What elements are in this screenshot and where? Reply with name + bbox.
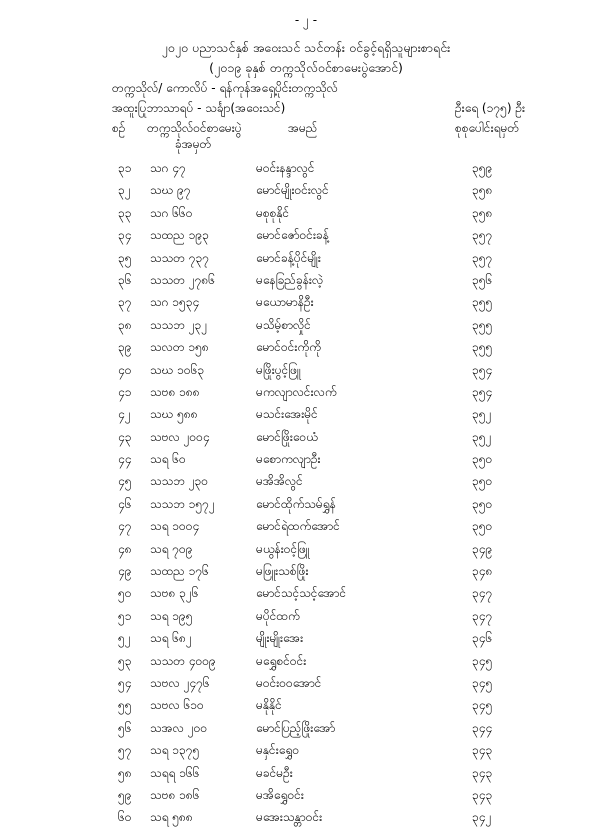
- row-number: ၅၂: [118, 631, 131, 646]
- table-row: [0, 182, 612, 204]
- roll-number: သဂ ၁၅၃၄: [150, 295, 200, 310]
- roll-number: သဃ ၉၇: [150, 183, 191, 198]
- roll-number: သဗ၈ ၃၂၆: [150, 586, 199, 601]
- total-marks: ၃၄၃: [472, 743, 493, 758]
- table-row: [0, 205, 612, 227]
- row-number: ၅၆: [118, 720, 132, 735]
- table-row: [0, 272, 612, 294]
- total-marks: ၃၄၃: [472, 787, 493, 802]
- roll-number: သထည ၁၉၃: [150, 228, 209, 243]
- roll-number: သသဘ ၁၅၇၂: [150, 496, 215, 511]
- student-name: မဝင်း၀၀အောင်: [256, 675, 322, 690]
- table-row: [0, 653, 612, 675]
- roll-number: သဗလ ၆၁၀: [150, 698, 204, 713]
- row-number: ၄၆: [118, 496, 132, 511]
- roll-number: သရ ၁၃၇၅: [150, 743, 200, 758]
- roll-number: သဗ၈ ၁၈၈: [150, 384, 200, 399]
- row-number: ၅၀: [118, 586, 132, 601]
- roll-number: သရရ ၁၆၆: [150, 765, 200, 780]
- roll-number: သသတ ၄၀၀၉: [150, 653, 216, 668]
- table-row: [0, 294, 612, 316]
- total-marks: ၃၅၇: [472, 250, 493, 265]
- document-subtitle: (၂၀၁၉ ခုနှစ် တက္ကသိုလ်ဝင်စာမေးပွဲအောင်): [209, 60, 403, 75]
- row-number: ၃၅: [118, 250, 132, 265]
- table-row: [0, 787, 612, 809]
- total-marks: ၃၅၅: [472, 340, 493, 355]
- table-row: [0, 250, 612, 272]
- row-number: ၃၆: [118, 272, 132, 287]
- roll-number: သဃ ၁၀၆၃: [150, 362, 205, 377]
- row-number: ၅၈: [118, 765, 132, 780]
- roll-number: သဗလ ၂၀၀၄: [150, 429, 210, 444]
- page-number: - ၂ -: [294, 13, 318, 27]
- roll-number: သသတ ၂၇၈၆: [150, 272, 215, 287]
- student-name: မဖြူးသစ်ဖြိုး: [256, 564, 309, 579]
- table-row: [0, 227, 612, 249]
- table-row: [0, 496, 612, 518]
- column-header-roll: တက္ကသိုလ်ဝင်စာမေးပွဲ: [147, 121, 242, 135]
- row-number: ၅၇: [118, 743, 132, 758]
- row-number: ၃၄: [118, 228, 132, 243]
- student-name: မယောမာနိဦး: [256, 295, 314, 310]
- row-number: ၃၂: [118, 183, 131, 198]
- table-row: [0, 697, 612, 719]
- row-number: ၅၅: [118, 698, 132, 713]
- student-name: မစုစုနိုင်: [256, 205, 290, 220]
- table-row: [0, 429, 612, 451]
- student-name: မပိုင်ထက်: [256, 608, 300, 623]
- student-name: မောင်ခန့်ပိုင်မျိုး: [256, 250, 321, 265]
- column-header-name: အမည်: [288, 121, 318, 135]
- table-row: [0, 384, 612, 406]
- table-row: [0, 160, 612, 182]
- student-name: မောင်သင့်သင့်အောင်: [256, 586, 347, 601]
- roll-number: သသဘ ၂၃၀: [150, 474, 208, 489]
- student-name: မရွှေစင်ဝင်း: [256, 653, 307, 668]
- student-name: မဖြိုးပွင့်ဖြူ: [256, 362, 301, 377]
- row-number: ၄၃: [118, 429, 132, 444]
- student-name: မောင်ပြည့်ဖြိုးအော်: [256, 720, 336, 735]
- table-row: [0, 406, 612, 428]
- row-number: ၄၈: [118, 541, 132, 556]
- column-header-marks: စုစုပေါင်းရမှတ်: [455, 121, 520, 135]
- total-marks: ၃၅၈: [472, 205, 493, 220]
- row-number: ၅၉: [118, 787, 132, 802]
- table-row: [0, 362, 612, 384]
- table-row: [0, 541, 612, 563]
- document-title: ၂၀၂၀ ပညာသင်နှစ် အဝေးသင် သင်တန်း ဝင်ခွင့်ရရှိသူများစာရင်း: [161, 40, 451, 55]
- total-marks: ၃၄၅: [472, 675, 493, 690]
- roll-number: သရ ၅၈၈: [150, 810, 193, 825]
- student-name: မောင်ဝင်းကိုကို: [256, 340, 321, 355]
- student-name: မောင်ရဲထက်အောင်: [256, 519, 340, 534]
- total-marks: ၃၄၉: [472, 541, 493, 556]
- row-number: ၃၃: [118, 205, 132, 220]
- row-number: ၆၀: [118, 810, 132, 825]
- row-number: ၄၅: [118, 474, 132, 489]
- row-number: ၄၉: [118, 564, 132, 579]
- student-count: ဦးရေ (၁၇၅) ဦး: [455, 101, 526, 115]
- student-name: မကလျာလင်းလက်: [256, 384, 337, 399]
- total-marks: ၃၄၅: [472, 698, 493, 713]
- student-name: မောင်ထိုက်သမ်ရွှန်: [256, 496, 336, 511]
- total-marks: ၃၅၅: [472, 295, 493, 310]
- table-row: [0, 720, 612, 742]
- total-marks: ၃၄၄: [472, 720, 493, 735]
- row-number: ၄၇: [118, 519, 132, 534]
- student-name: မောင်မျိုးဝင်းလွင်: [256, 183, 329, 198]
- total-marks: ၃၄၇: [472, 608, 493, 623]
- row-number: ၄၂: [118, 407, 131, 422]
- row-number: ၅၄: [118, 675, 132, 690]
- row-number: ၅၃: [118, 653, 132, 668]
- student-name: မယွန်းဝင့်ဖြူ: [256, 541, 310, 556]
- roll-number: သရ ၆၈၂: [150, 631, 192, 646]
- roll-number: သဗလ ၂၄၇၆: [150, 675, 210, 690]
- row-number: ၄၁: [118, 384, 132, 399]
- table-row: [0, 742, 612, 764]
- student-name: မခင်မဦး: [256, 765, 293, 780]
- student-name: မသိမ့်စာလှိုင်: [256, 317, 311, 332]
- table-row: [0, 473, 612, 495]
- table-row: [0, 809, 612, 831]
- student-name: မသင်းအေးမိုင်: [256, 407, 318, 422]
- student-name: မဝင်းနန္ဒာလွင်: [256, 161, 315, 175]
- table-row: [0, 563, 612, 585]
- total-marks: ၃၅၇: [472, 228, 493, 243]
- column-header-roll-line2: ခုံအမှတ်: [175, 137, 212, 151]
- student-name: မနိုနိုင်: [256, 698, 282, 713]
- table-row: [0, 451, 612, 473]
- roll-number: သဂ ၄၇: [150, 161, 186, 175]
- student-name: မအိရွှေဝင်း: [256, 787, 304, 802]
- roll-number: သဃ ၅၈၈: [150, 407, 198, 422]
- table-row: [0, 675, 612, 697]
- roll-number: သသဘ ၂၃၂: [150, 317, 208, 332]
- row-number: ၃၁: [118, 161, 132, 175]
- student-name: မောင်ဖြိုးဝေယံ: [256, 429, 318, 444]
- row-number: ၃၈: [118, 317, 132, 332]
- total-marks: ၃၅၉: [472, 161, 493, 175]
- roll-number: သဗ၈ ၁၈၆: [150, 787, 200, 802]
- row-number: ၄၄: [118, 452, 132, 467]
- roll-number: သရ ၁၉၅: [150, 608, 193, 623]
- table-row: [0, 317, 612, 339]
- roll-number: သရ ၁၀၀၄: [150, 519, 200, 534]
- column-header-no: စဉ်: [112, 121, 126, 135]
- table-row: [0, 339, 612, 361]
- total-marks: ၃၅၀: [472, 519, 493, 534]
- total-marks: ၃၄၇: [472, 586, 493, 601]
- total-marks: ၃၅၈: [472, 183, 493, 198]
- total-marks: ၃၅၅: [472, 317, 493, 332]
- total-marks: ၃၄၃: [472, 765, 493, 780]
- total-marks: ၃၅၆: [472, 272, 493, 287]
- student-name: မျိုးမျိုးအေး: [256, 631, 304, 646]
- row-number: ၅၁: [118, 608, 132, 623]
- table-row: [0, 518, 612, 540]
- roll-number: သရ ၆၀: [150, 452, 186, 467]
- total-marks: ၃၅၀: [472, 452, 493, 467]
- roll-number: သသတ ၇၃၇: [150, 250, 209, 265]
- total-marks: ၃၄၆: [472, 631, 493, 646]
- total-marks: ၃၄၅: [472, 653, 493, 668]
- table-row: [0, 765, 612, 787]
- student-name: မောင်ဇော်ဝင်းခန့်: [256, 228, 329, 243]
- row-number: ၃၇: [118, 295, 132, 310]
- total-marks: ၃၅၄: [472, 362, 493, 377]
- student-name: မနေခြည်ခွန်းလဲ့: [256, 272, 324, 287]
- total-marks: ၃၅၀: [472, 496, 493, 511]
- roll-number: သလတ ၁၅၈: [150, 340, 209, 355]
- row-number: ၄၀: [118, 362, 132, 377]
- total-marks: ၃၅၂: [472, 407, 492, 422]
- department-line: တက္ကသိုလ်/ ကောလိပ် - ရန်ကုန်အရှေ့ပိုင်းတက္ကသိုလ်: [112, 81, 338, 95]
- table-row: [0, 630, 612, 652]
- student-name: မစောကလျာဦး: [256, 452, 321, 467]
- total-marks: ၃၅၄: [472, 384, 493, 399]
- row-number: ၃၉: [118, 340, 132, 355]
- roll-number: သထည ၁၇၆: [150, 564, 209, 579]
- table-row: [0, 585, 612, 607]
- table-row: [0, 608, 612, 630]
- roll-number: သရ ၇၀၉: [150, 541, 193, 556]
- roll-number: သဂ ၆၆၀: [150, 205, 193, 220]
- student-list: [0, 160, 612, 832]
- subject-line: အထူးပြုဘာသာရပ် - သင်္ချာ(အဝေးသင်): [112, 101, 286, 115]
- student-name: မနှင်းရွှေဝ: [256, 743, 300, 758]
- total-marks: ၃၅၂: [472, 429, 492, 444]
- student-name: မအိအိလွင်: [256, 474, 303, 489]
- total-marks: ၃၅၀: [472, 474, 493, 489]
- total-marks: ၃၄၂: [472, 810, 492, 825]
- roll-number: သအလ ၂၀၀: [150, 720, 208, 735]
- student-name: မအေးသန္တာဝင်း: [256, 810, 323, 825]
- total-marks: ၃၄၈: [472, 564, 493, 579]
